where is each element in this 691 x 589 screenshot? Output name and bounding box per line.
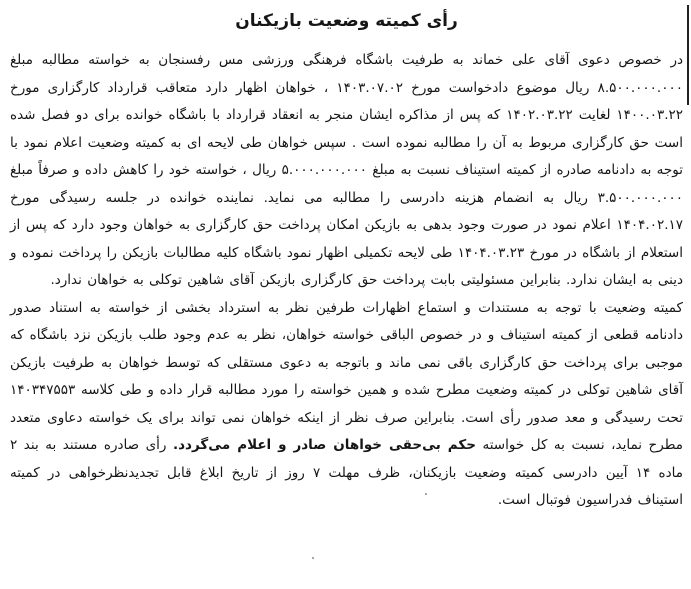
scan-noise-dot xyxy=(312,557,314,559)
paragraph-case-summary xyxy=(10,47,683,295)
paragraph-committee-ruling xyxy=(10,295,683,515)
paragraph-text: در خصوص دعوی آقای علی خماند به طرفیت باشگاه فرهنگی ورزشی مس رفسنجان به خواسته مطالبه مبلغ ۸.۵۰۰.۰۰۰.۰۰۰ ریال موضوع دادخواست مورخ ۱۴۰۳.۰۷.۰۲ ، خواهان اظهار دارد متعاقب قرارداد کارگزاری مورخ ۱۴۰۰.۰۳.۲۲ لغایت ۱۴۰۲.۰۳.۲۲ که پس از مذاکره ایشان منجر به انعقاد قرارداد با باشگاه خوانده برای دو فصل شده است حق کارگزاری مربوط به آن را مطالبه نموده است . سپس خواهان طی لایحه ای به کمیته وضعیت اعلام نمود با توجه به دادنامه صادره از کمیته استیناف نسبت به مبلغ ۵.۰۰۰.۰۰۰.۰۰۰ ریال ، خواسته خود را کاهش داده و صرفاً مبلغ ۳.۵۰۰.۰۰۰.۰۰۰ ریال به انضمام هزینه دادرسی را مطالبه می نماید. نماینده خوانده در جلسه رسیدگی مورخ ۱۴۰۴.۰۲.۱۷ اعلام نمود در صورت وجود بدهی به بازیکن امکان پرداخت حق کارگزاری به خواهان وجود دارد که پس از استعلام از باشگاه در مورخ ۱۴۰۴.۰۳.۲۳ طی لایحه تکمیلی اظهار نمود باشگاه کلیه مطالبات بازیکن را پرداخت نموده و دینی به ایشان ندارد. بنابراین مسئولیتی بابت پرداخت حق کارگزاری بازیکن آقای شاهین توکلی به خواهان ندارد. xyxy=(10,52,683,288)
paragraph-text: رأی صادره مستند به بند ۲ ماده ۱۴ آیین دادرسی کمیته وضعیت بازیکنان، ظرف مهلت ۷ روز از تاریخ ابلاغ قابل تجدیدنظرخواهی در کمیته استیناف فدراسیون فوتبال است. xyxy=(10,437,683,508)
ruling-verdict-emphasis: حکم بی‌حقی خواهان صادر و اعلام می‌گردد. xyxy=(172,437,476,453)
paragraph-text: کمیته وضعیت با توجه به مستندات و استماع اظهارات طرفین نظر به استرداد بخشی از خواسته به استناد صدور دادنامه قطعی از کمیته استیناف و در خصوص الباقی خواسته خواهان، نظر به عدم وجود طلب بازیکن نزد باشگاه که موجبی برای پرداخت حق کارگزاری باقی نمی ماند و باتوجه به دعوی مستقلی که توسط خواهان به طرفیت بازیکن آقای شاهین توکلی در کمیته وضعیت مطرح شده و همین خواسته را مورد مطالبه قرار داده و طی کلاسه ۱۴۰۳۴۷۵۵۳ تحت رسیدگی و معد صدور رأی است. بنابراین صرف نظر از اینکه خواهان نمی تواند برای یک خواسته دعاوی متعدد مطرح نماید، نسبت به کل خواسته xyxy=(10,299,684,453)
scan-noise-dot xyxy=(425,493,427,495)
document-title: رأی کمیته وضعیت بازیکنان xyxy=(235,11,458,31)
scan-artifact-line xyxy=(687,5,689,105)
